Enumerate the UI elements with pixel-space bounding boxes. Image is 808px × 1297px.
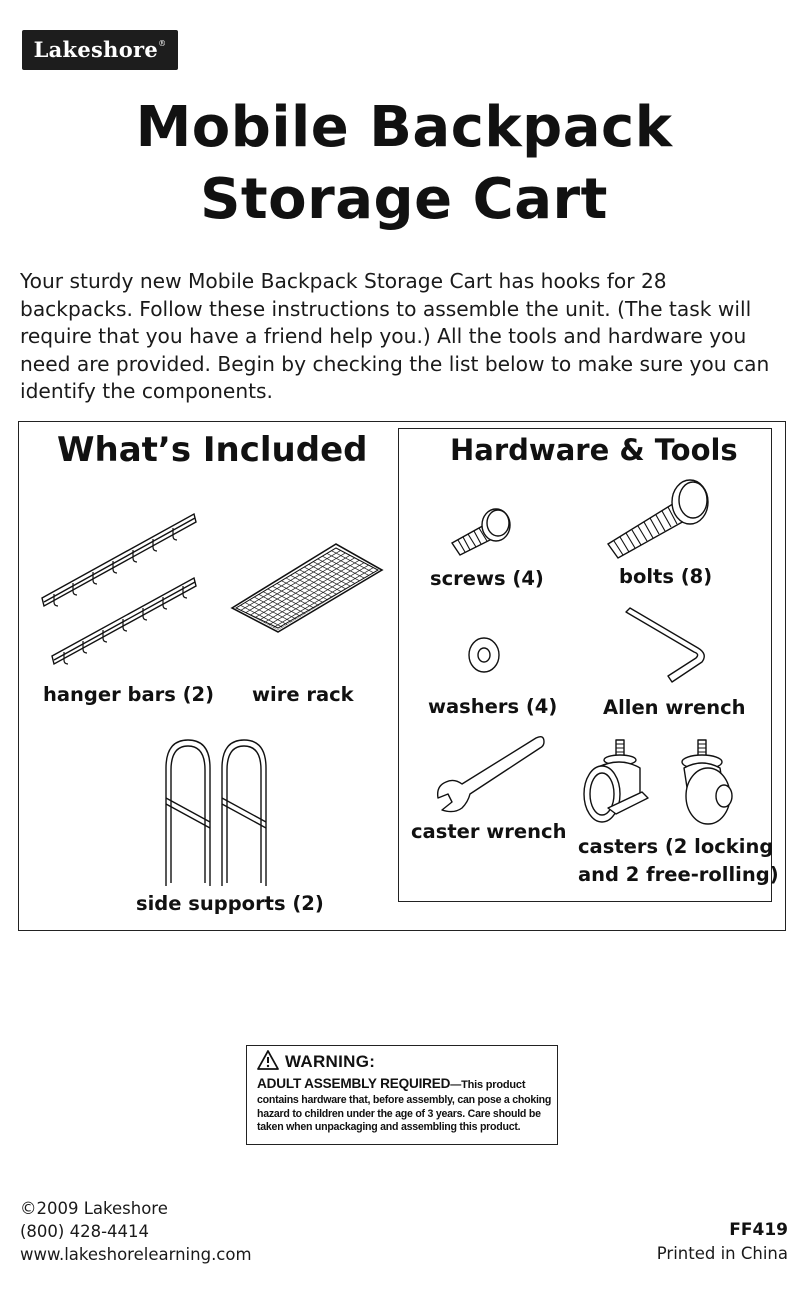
- side-supports-label: side supports (2): [136, 892, 324, 915]
- bolt-icon: [604, 478, 712, 558]
- warning-heading: WARNING:: [285, 1052, 376, 1071]
- screws-label: screws (4): [430, 567, 544, 590]
- warning-triangle-icon: [257, 1050, 279, 1070]
- hanger-bars-illustration: [38, 508, 198, 668]
- caster-wrench-icon: [432, 732, 548, 814]
- intro-line: require that you have a friend help you.) All the tools and hardware you: [20, 324, 747, 348]
- hanger-bars-label: hanger bars (2): [43, 683, 215, 706]
- whats-included-heading: What’s Included: [57, 430, 368, 470]
- brand-name: Lakeshore: [33, 37, 159, 62]
- side-supports-illustration: [160, 738, 275, 888]
- intro-line: need are provided. Begin by checking the list below to make sure you can: [20, 351, 770, 376]
- phone-number: (800) 428-4414: [20, 1222, 150, 1241]
- brand-logo: [22, 30, 178, 70]
- casters-label-line-1: casters (2 locking: [578, 835, 774, 858]
- warning-body: contains hardware that, before assembly, can pose a choking hazard to children under the age of 3 years. Care should be taken when unpackaging and assembling this product.: [257, 1094, 552, 1134]
- casters-icon: [580, 738, 752, 830]
- copyright: ©2009 Lakeshore: [20, 1199, 168, 1218]
- printed-in: Printed in China: [656, 1244, 788, 1263]
- screw-icon: [448, 503, 514, 555]
- warning-lead: ADULT ASSEMBLY REQUIRED: [257, 1076, 451, 1091]
- title-line-2: Storage Cart: [200, 167, 608, 232]
- allen-wrench-label: Allen wrench: [603, 696, 746, 719]
- page-title: [0, 92, 808, 236]
- washers-label: washers (4): [428, 695, 558, 718]
- caster-wrench-label: caster wrench: [411, 820, 567, 843]
- warning-heading-row: [257, 1050, 375, 1072]
- hardware-tools-heading: Hardware & Tools: [450, 433, 738, 467]
- intro-line: backpacks. Follow these instructions to assemble the unit. (The task will: [20, 296, 752, 321]
- allen-wrench-icon: [622, 606, 712, 686]
- washer-icon: [466, 635, 502, 675]
- intro-line: identify the components.: [20, 379, 273, 403]
- website-link[interactable]: www.lakeshorelearning.com: [20, 1245, 252, 1264]
- product-code: FF419: [729, 1220, 788, 1240]
- bolts-label: bolts (8): [619, 565, 713, 588]
- title-line-1: Mobile Backpack: [135, 95, 673, 160]
- intro-paragraph: [20, 268, 792, 406]
- warning-box: [246, 1045, 558, 1145]
- wire-rack-label: wire rack: [252, 683, 354, 706]
- intro-line: Your sturdy new Mobile Backpack Storage Cart has hooks for 28: [20, 269, 667, 293]
- casters-label-line-2: and 2 free-rolling): [578, 863, 779, 886]
- warning-lead-tail: —This product: [450, 1079, 526, 1091]
- wire-rack-illustration: [228, 542, 384, 632]
- registered-mark: ®: [158, 39, 167, 48]
- warning-lead-row: [257, 1076, 525, 1091]
